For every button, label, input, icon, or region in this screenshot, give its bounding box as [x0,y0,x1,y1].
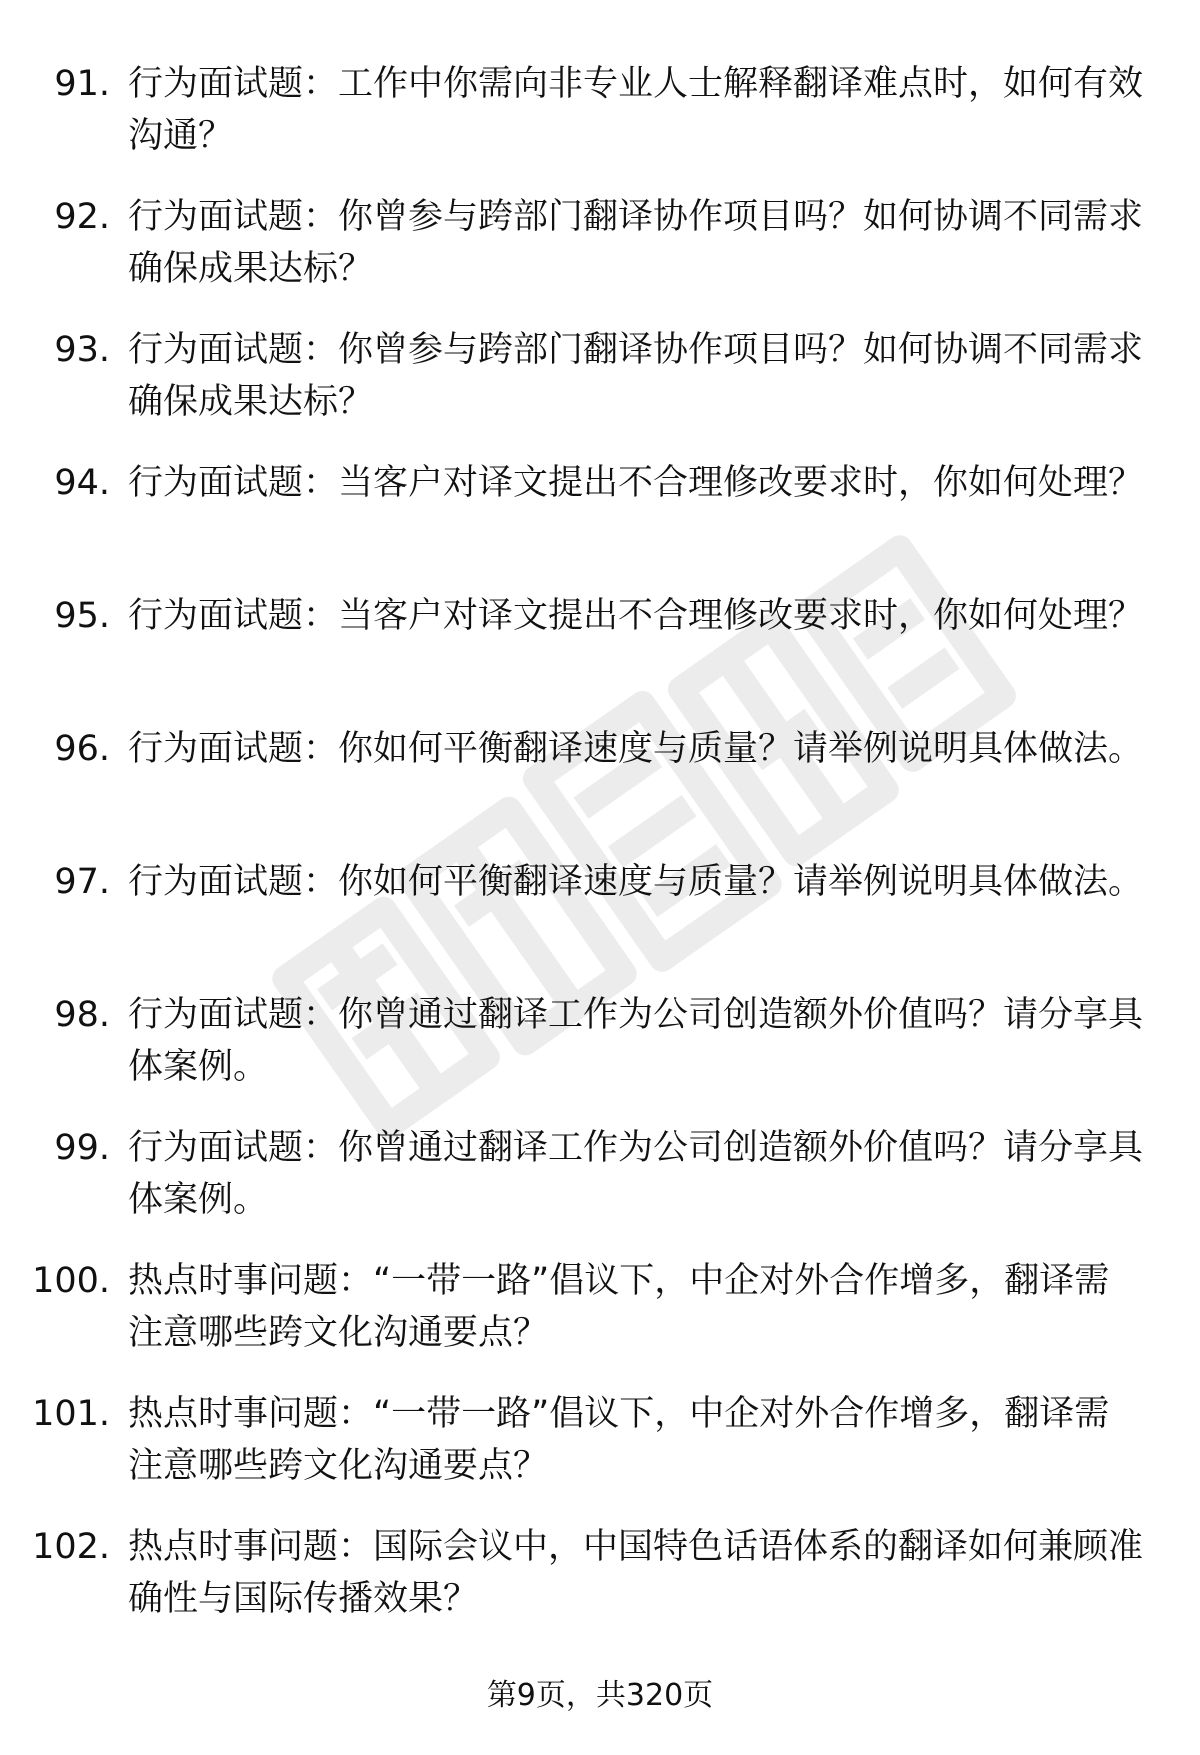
list-item [0,590,1200,723]
question-number: 98. [54,995,110,1035]
list-item [0,1255,1200,1388]
question-text: 热点时事问题：“一带一路”倡议下，中企对外合作增多，翻译需注意哪些跨文化沟通要点？ [128,1394,1110,1486]
list-item [0,856,1200,989]
question-text: 行为面试题：你曾参与跨部门翻译协作项目吗？如何协调不同需求确保成果达标？ [128,330,1144,422]
question-number: 95. [54,596,110,636]
list-item [0,723,1200,856]
question-number: 92. [54,197,110,237]
list-item [0,191,1200,324]
question-number: 96. [54,729,110,769]
question-number: 99. [54,1128,110,1168]
question-text: 行为面试题：工作中你需向非专业人士解释翻译难点时，如何有效沟通？ [128,64,1144,156]
question-text: 行为面试题：当客户对译文提出不合理修改要求时，你如何处理？ [128,596,1144,636]
list-item [0,1122,1200,1255]
list-item [0,989,1200,1122]
question-number: 102. [32,1527,110,1567]
question-text: 热点时事问题：国际会议中，中国特色话语体系的翻译如何兼顾准确性与国际传播效果？ [128,1527,1144,1619]
list-item [0,1388,1200,1521]
question-text: 行为面试题：你曾参与跨部门翻译协作项目吗？如何协调不同需求确保成果达标？ [128,197,1144,289]
list-item [0,58,1200,191]
page-footer: 第9页，共320页 [486,1678,714,1713]
question-text: 热点时事问题：“一带一路”倡议下，中企对外合作增多，翻译需注意哪些跨文化沟通要点？ [128,1261,1110,1353]
question-text: 行为面试题：你如何平衡翻译速度与质量？请举例说明具体做法。 [128,862,1144,902]
question-text: 行为面试题：你曾通过翻译工作为公司创造额外价值吗？请分享具体案例。 [128,995,1144,1087]
question-text: 行为面试题：你如何平衡翻译速度与质量？请举例说明具体做法。 [128,729,1144,769]
list-item [0,1521,1200,1654]
question-number: 91. [54,64,110,104]
question-number: 100. [32,1261,110,1301]
question-list [0,58,1200,1654]
question-number: 101. [32,1394,110,1434]
question-number: 94. [54,463,110,503]
list-item [0,324,1200,457]
question-number: 93. [54,330,110,370]
question-number: 97. [54,862,110,902]
question-text: 行为面试题：当客户对译文提出不合理修改要求时，你如何处理？ [128,463,1144,503]
question-text: 行为面试题：你曾通过翻译工作为公司创造额外价值吗？请分享具体案例。 [128,1128,1144,1220]
list-item [0,457,1200,590]
